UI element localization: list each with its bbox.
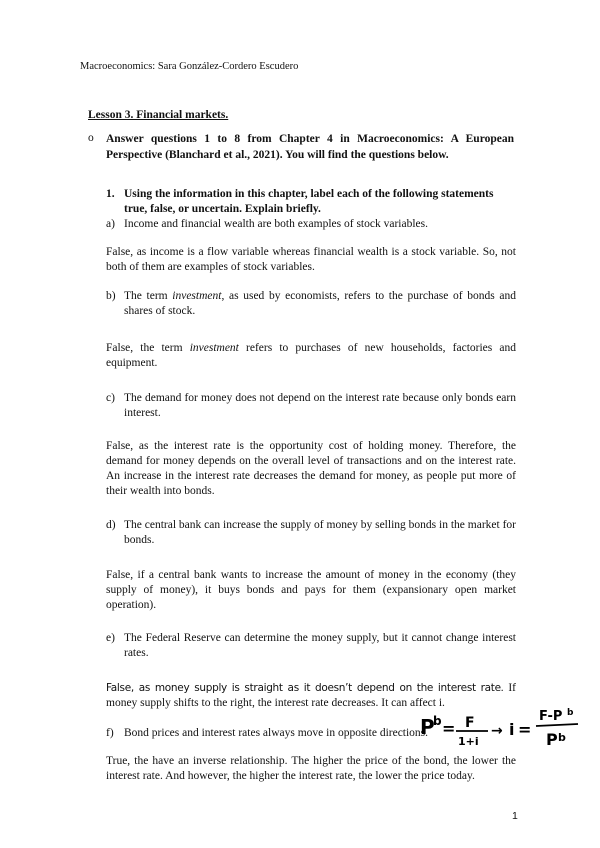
question-line-2: true, false, or uncertain. Explain briefly. — [124, 203, 321, 215]
statement-text: The term investment, as used by economists, refers to the purchase of bonds and shares of stock. — [124, 290, 516, 317]
item-c-answer: False, as the interest rate is the opportunity cost of holding money. Therefore, the demand for money depends on the overall level of transactions and on the interest rate. An increase in the interest rate decreases the demand for money, as people put more of their wealth into bonds. — [106, 440, 516, 497]
svg-text:=: = — [442, 719, 456, 738]
svg-text:→: → — [491, 723, 503, 739]
svg-text:1+i: 1+i — [458, 735, 479, 748]
question-line-1: Using the information in this chapter, label each of the following statements — [124, 188, 494, 200]
svg-text:F: F — [465, 715, 475, 731]
intro-text: Answer questions 1 to 8 from Chapter 4 in Macroeconomics: A European Perspective (Blanchard et al., 2021). You will find the questions below. — [106, 133, 514, 161]
statement-text: Income and financial wealth are both examples of stock variables. — [124, 218, 428, 230]
item-f-answer: True, the have an inverse relationship. The higher the price of the bond, the lower the interest rate. And however, the higher the interest rate, the lower the price today. — [106, 755, 516, 782]
item-b-statement — [106, 289, 516, 319]
item-a-statement — [106, 217, 516, 232]
svg-text:=: = — [518, 720, 532, 739]
item-e-statement — [106, 631, 516, 661]
statement-text: The Federal Reserve can determine the money supply, but it cannot change interest rates. — [124, 632, 516, 659]
item-letter: b) — [106, 290, 116, 302]
statement-text: The demand for money does not depend on the interest rate because only bonds earn interest. — [124, 392, 516, 419]
item-f-statement — [106, 726, 429, 741]
statement-text: Bond prices and interest rates always move in opposite directions. — [124, 727, 429, 739]
item-letter: a) — [106, 218, 115, 230]
handwritten-answer: False, as money supply is straight as it doesn’t depend on the interest rate — [106, 682, 501, 694]
page-header: Macroeconomics: Sara González-Cordero Escudero — [80, 61, 299, 72]
intro-bullet: o — [88, 132, 94, 144]
question-1-heading — [106, 187, 516, 217]
item-b-answer: False, the term investment refers to purchases of new households, factories and equipment. — [106, 342, 516, 369]
statement-text: The central bank can increase the supply of money by selling bonds in the market for bonds. — [124, 519, 516, 546]
item-letter: c) — [106, 392, 115, 404]
item-letter: e) — [106, 632, 115, 644]
svg-text:i: i — [509, 720, 515, 739]
bond-price-formula — [418, 703, 598, 753]
svg-text:b: b — [558, 731, 566, 744]
svg-text:P: P — [546, 730, 558, 749]
svg-text:b: b — [433, 714, 442, 728]
item-letter: f) — [106, 727, 114, 739]
item-e-answer: False, as money supply is straight as it doesn’t depend on the interest rate. If money supply shifts to the right, the interest rate decreases. It can affect i. — [106, 682, 516, 709]
svg-text:F-P: F-P — [539, 709, 563, 724]
item-d-answer: False, if a central bank wants to increase the amount of money in the economy (they supply of money), it buys bonds and pays for them (expansionary open market operation). — [106, 569, 516, 611]
page-number: 1 — [512, 810, 518, 822]
item-c-statement — [106, 391, 516, 421]
lesson-title: Lesson 3. Financial markets. — [88, 109, 229, 121]
item-a-answer: False, as income is a flow variable whereas financial wealth is a stock variable. So, not both of them are examples of stock variables. — [106, 246, 516, 273]
question-number: 1. — [106, 188, 115, 200]
item-letter: d) — [106, 519, 116, 531]
svg-text:P: P — [420, 715, 435, 739]
item-d-statement — [106, 518, 516, 548]
svg-text:b: b — [567, 708, 574, 718]
